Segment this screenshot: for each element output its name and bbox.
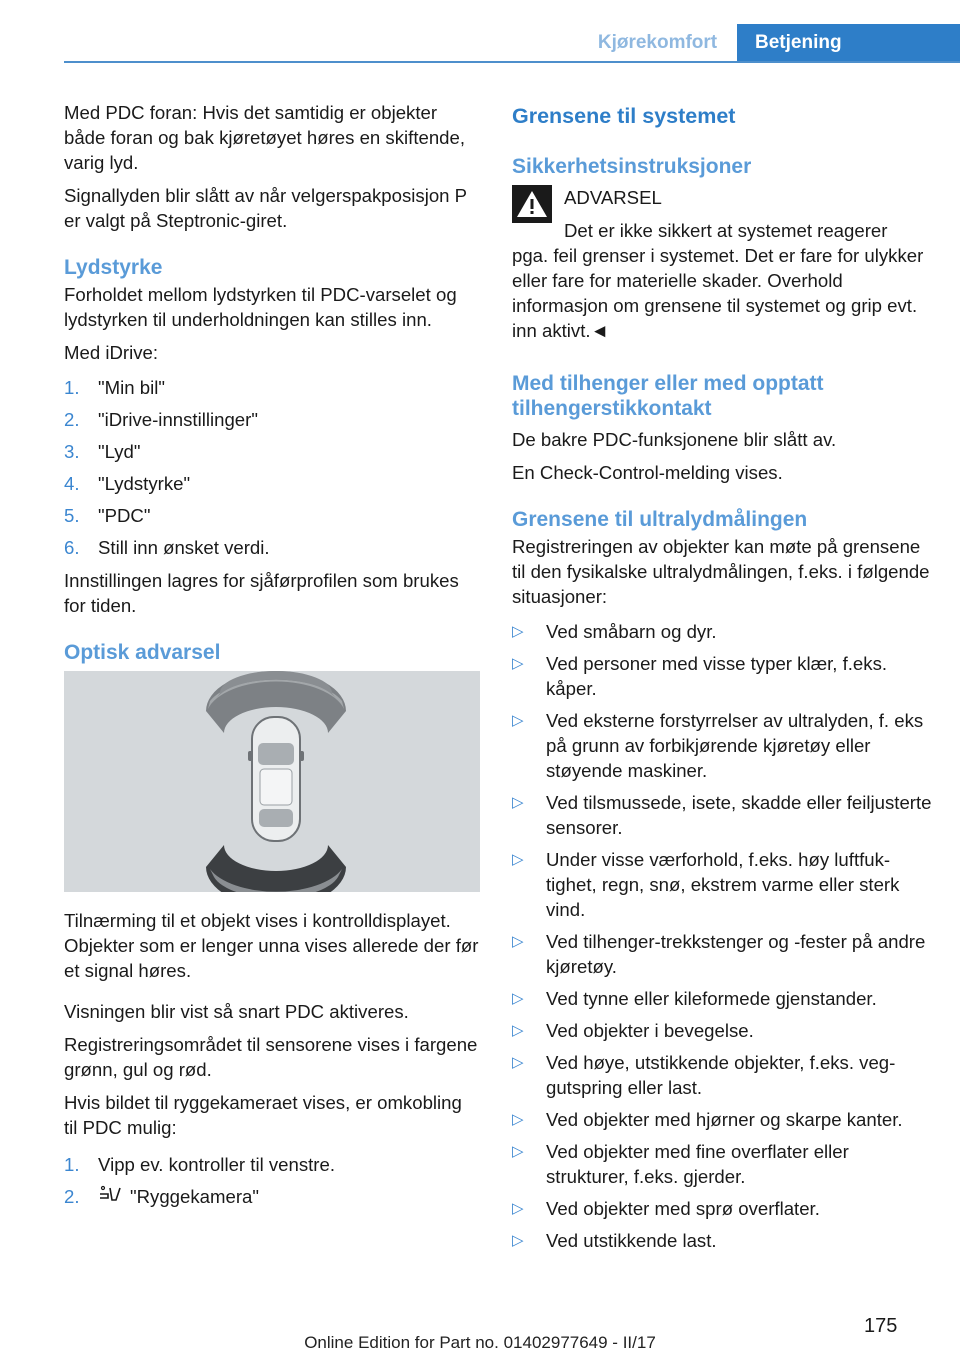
heading-tilhenger: Med tilhenger eller med opptatt tilhengerstikkontakt — [512, 372, 824, 420]
step-number: 4. — [64, 473, 80, 494]
warning-title: ADVARSEL — [564, 187, 662, 208]
heading-ultralyd: Grensene til ultralydmålingen — [512, 508, 808, 531]
triangle-bullet-icon: ▷ — [512, 1143, 524, 1160]
edition-footer: Online Edition for Part no. 01402977649 - II/17 — [304, 1333, 656, 1352]
list-item — [64, 375, 480, 400]
step-number: 5. — [64, 505, 80, 526]
step-number: 2. — [64, 1186, 80, 1207]
step-text: "Min bil" — [98, 377, 165, 398]
list-item — [64, 407, 480, 432]
paragraph: En Check-Control-melding vises. — [512, 462, 783, 483]
step-number: 1. — [64, 377, 80, 398]
right-column — [512, 104, 932, 1261]
list-item — [512, 1196, 932, 1221]
triangle-bullet-icon: ▷ — [512, 990, 524, 1007]
bullet-text: Ved tynne eller kileformede gjenstander. — [546, 988, 877, 1009]
step-text: Still inn ønsket verdi. — [98, 537, 270, 558]
bullet-text: Ved objekter med fine overflater eller strukturer, f.eks. gjerder. — [546, 1141, 849, 1187]
triangle-bullet-icon: ▷ — [512, 794, 524, 811]
warning-text: pga. feil grenser i systemet. Det er fare for ulykker eller fare for materielle skader. Overhold informasjon om grensene til systemet og grip evt. inn aktivt.◄ — [512, 245, 924, 341]
heading-optisk-advarsel: Optisk advarsel — [64, 641, 221, 664]
paragraph: Innstillingen lagres for sjåførprofilen som brukes for tiden. — [64, 570, 459, 616]
paragraph: Hvis bildet til ryggekameraet vises, er omkobling til PDC mulig: — [64, 1092, 462, 1138]
list-item — [64, 503, 480, 528]
step-number: 3. — [64, 441, 80, 462]
list-item — [512, 708, 932, 783]
step-number: 2. — [64, 409, 80, 430]
camera-icon — [98, 1184, 122, 1210]
bullet-list — [512, 619, 932, 1253]
triangle-bullet-icon: ▷ — [512, 933, 524, 950]
pdc-display-figure — [64, 671, 480, 892]
step-text: "iDrive-innstillinger" — [98, 409, 258, 430]
step-text: "PDC" — [98, 505, 151, 526]
list-item — [64, 1184, 480, 1210]
triangle-bullet-icon: ▷ — [512, 655, 524, 672]
warning-block — [512, 185, 932, 243]
bullet-text: Under visse værforhold, f.eks. høy luftfuktighet, regn, snø, ekstrem varme eller sterk vind. — [546, 849, 900, 920]
paragraph: Med iDrive: — [64, 342, 159, 363]
triangle-bullet-icon: ▷ — [512, 712, 524, 729]
triangle-bullet-icon: ▷ — [512, 1111, 524, 1128]
left-column — [64, 100, 480, 1218]
triangle-bullet-icon: ▷ — [512, 851, 524, 868]
bullet-text: Ved objekter med sprø overflater. — [546, 1198, 820, 1219]
paragraph: Signallyden blir slått av når velgerspakposisjon P er valgt på Steptronic-giret. — [64, 185, 467, 231]
list-item — [512, 986, 932, 1011]
header-active-tab: Betjening — [737, 24, 960, 62]
warning-icon — [512, 185, 552, 223]
paragraph: Tilnærming til et objekt vises i kontrolldisplayet. Objekter som er lenger unna vises allerede der før et signal høres. — [64, 910, 479, 981]
paragraph: De bakre PDC-funksjonene blir slått av. — [512, 429, 837, 450]
list-item — [64, 439, 480, 464]
header-rule — [64, 61, 960, 63]
list-item — [64, 1152, 480, 1177]
steps-list — [64, 375, 480, 560]
bullet-text: Ved eksterne forstyrrelser av ultralyden, f. eks på grunn av forbikjørende kjøretøy eller støyende maskiner. — [546, 710, 924, 781]
list-item — [512, 1107, 932, 1132]
list-item — [512, 1050, 932, 1100]
list-item — [512, 1228, 932, 1253]
triangle-bullet-icon: ▷ — [512, 1022, 524, 1039]
step-text: "Ryggekamera" — [130, 1186, 259, 1207]
list-item — [512, 651, 932, 701]
list-item — [512, 1018, 932, 1043]
bullet-text: Ved personer med visse typer klær, f.eks. kåper. — [546, 653, 888, 699]
paragraph: Visningen blir vist så snart PDC aktiveres. — [64, 1001, 409, 1022]
list-item — [512, 847, 932, 922]
list-item — [64, 471, 480, 496]
step-text: Vipp ev. kontroller til venstre. — [98, 1154, 336, 1175]
step-number: 1. — [64, 1154, 80, 1175]
list-item — [512, 1139, 932, 1189]
paragraph: Registreringsområdet til sensorene vises i fargene grønn, gul og rød. — [64, 1034, 478, 1080]
bullet-text: Ved høye, utstikkende objekter, f.eks. veggutspring eller last. — [546, 1052, 896, 1098]
step-text: "Lyd" — [98, 441, 141, 462]
bullet-text: Ved småbarn og dyr. — [546, 621, 717, 642]
step-number: 6. — [64, 537, 80, 558]
list-item — [512, 790, 932, 840]
paragraph: Registreringen av objekter kan møte på grensene til den fysikalske ultralydmålingen, f.eks. i følgende situasjoner: — [512, 536, 930, 607]
warning-first-line: Det er ikke sikkert at systemet reagerer — [564, 220, 888, 241]
paragraph: Forholdet mellom lydstyrken til PDC-varselet og lydstyrken til underholdningen kan stilles inn. — [64, 284, 457, 330]
step-text: "Lydstyrke" — [98, 473, 191, 494]
header-section-title: Kjørekomfort — [597, 32, 718, 53]
heading-sikkerhet: Sikkerhetsinstruksjoner — [512, 155, 752, 178]
triangle-bullet-icon: ▷ — [512, 1200, 524, 1217]
paragraph: Med PDC foran: Hvis det samtidig er objekter både foran og bak kjøretøyet høres en skiftende, varig lyd. — [64, 102, 466, 173]
steps-list-camera — [64, 1152, 480, 1210]
bullet-text: Ved objekter i bevegelse. — [546, 1020, 754, 1041]
triangle-bullet-icon: ▷ — [512, 623, 524, 640]
pdc-car-illustration — [64, 671, 480, 892]
triangle-bullet-icon: ▷ — [512, 1232, 524, 1249]
list-item — [512, 929, 932, 979]
heading-lydstyrke: Lydstyrke — [64, 256, 163, 279]
bullet-text: Ved utstikkende last. — [546, 1230, 717, 1251]
page-number: 175 — [864, 1315, 898, 1337]
list-item — [512, 619, 932, 644]
triangle-bullet-icon: ▷ — [512, 1054, 524, 1071]
bullet-text: Ved tilhenger-trekkstenger og -fester på andre kjøretøy. — [546, 931, 926, 977]
list-item — [64, 535, 480, 560]
heading-grensene: Grensene til systemet — [512, 104, 736, 128]
bullet-text: Ved tilsmussede, isete, skadde eller feiljusterte sensorer. — [546, 792, 932, 838]
bullet-text: Ved objekter med hjørner og skarpe kanter. — [546, 1109, 903, 1130]
